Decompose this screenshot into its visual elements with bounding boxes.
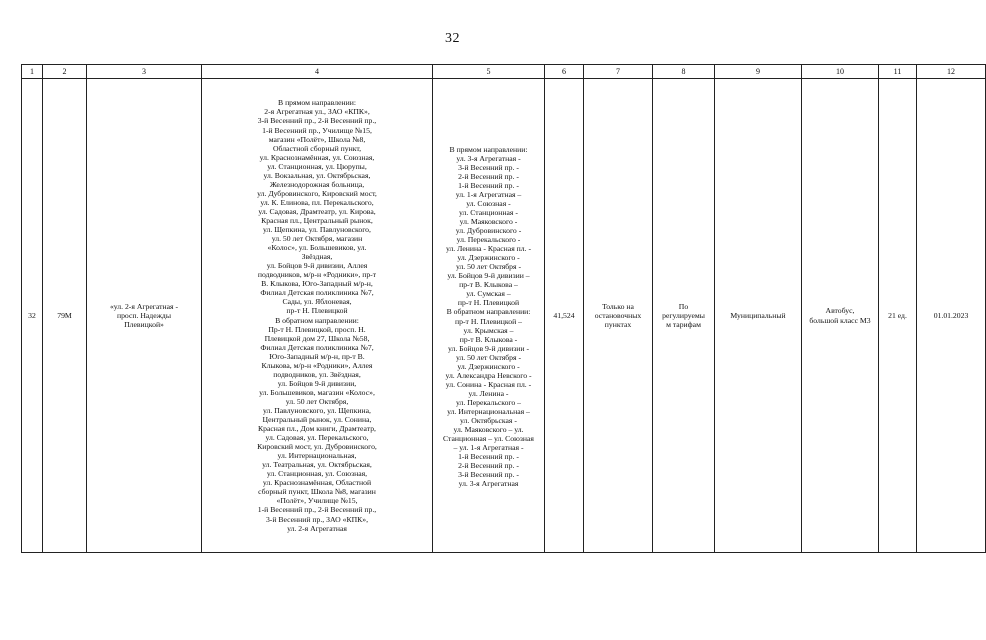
- text-line: ул. Щепкина, ул. Павлуновского,: [263, 225, 371, 235]
- text-line: ул. Дзержинского -: [457, 361, 520, 371]
- text-line: остановочных: [594, 310, 642, 320]
- text-line: Только на: [602, 301, 634, 311]
- text-line: ул. 50 лет Октября, магазин: [271, 234, 363, 244]
- text-line: Филиал Детская поликлиника №7,: [260, 288, 374, 298]
- text-line: ул. Бойцов 9-й дивизии -: [447, 343, 530, 353]
- column-header: 3: [87, 65, 202, 79]
- text-line: подводников, ул. Звёздная,: [273, 369, 361, 379]
- start-date-cell: 01.01.2023: [917, 79, 986, 553]
- text-line: Кировский мост, ул. Дубровинского,: [257, 442, 377, 452]
- text-line: регулируемы: [662, 310, 705, 320]
- text-line: В обратном направлении:: [275, 315, 359, 325]
- text-line: Филиал Детская поликлиника №7,: [260, 342, 374, 352]
- text-line: ул. Маяковского -: [459, 216, 518, 226]
- tariff-type: [654, 302, 713, 329]
- route-stops-list: [203, 98, 431, 532]
- text-line: ул. Садовая, ул. Перекальского,: [265, 433, 369, 443]
- vehicle-cell: [802, 79, 879, 553]
- text-line: м тарифам: [666, 320, 701, 330]
- text-line: ул. 50 лет Октября -: [455, 262, 522, 272]
- stop-order-cell: [584, 79, 653, 553]
- text-line: просп. Надежды: [116, 310, 172, 320]
- stop-order: [585, 302, 651, 329]
- text-line: Красная пл., Центральный рынок,: [261, 215, 373, 225]
- column-header: 5: [433, 65, 545, 79]
- vehicle-count-cell: 21 ед.: [879, 79, 917, 553]
- column-number-row: [22, 65, 986, 79]
- text-line: 1-й Весенний пр., Училище №15,: [262, 125, 372, 135]
- text-line: – ул. 1-я Агрегатная -: [453, 443, 524, 453]
- text-line: ул. К. Елинова, пл. Перекальского,: [260, 197, 374, 207]
- text-line: магазин «Полёт», Школа №8,: [268, 134, 366, 144]
- text-line: В прямом направлении:: [278, 98, 356, 108]
- text-line: пр-т Н. Плевицкой: [457, 298, 520, 308]
- vehicle-type: [803, 306, 877, 324]
- route-name: [88, 302, 200, 329]
- text-line: ул. Садовая, Драмтеатр, ул. Кирова,: [258, 206, 376, 216]
- text-line: 1-й Весенний пр. -: [458, 180, 519, 190]
- text-line: ул. Дубровинского, Кировский мост,: [257, 188, 377, 198]
- text-line: ул. Ленина - Красная пл. -: [445, 244, 532, 254]
- text-line: В прямом направлении:: [449, 144, 528, 154]
- text-line: Плевицкой»: [124, 320, 164, 330]
- text-line: ул. Вокзальная, ул. Октябрьская,: [263, 170, 371, 180]
- text-line: «Полёт», Училище №15,: [276, 496, 358, 506]
- text-line: По: [678, 301, 689, 311]
- text-line: ул. Александра Невского -: [445, 370, 532, 380]
- text-line: пр-т Н. Плевицкой: [286, 306, 348, 316]
- column-header: 11: [879, 65, 917, 79]
- text-line: ул. Сонина - Красная пл. -: [445, 379, 532, 389]
- text-line: ул. 50 лет Октября,: [285, 396, 349, 406]
- text-line: пр-т В. Клыкова –: [459, 280, 518, 290]
- column-header: 2: [43, 65, 87, 79]
- text-line: Красная пл., Дом книги, Драмтеатр,: [258, 424, 376, 434]
- text-line: В обратном направлении:: [446, 307, 531, 317]
- text-line: ул. Крымская –: [463, 325, 514, 335]
- column-header: 8: [653, 65, 715, 79]
- route-length-cell: 41,524: [545, 79, 584, 553]
- route-name-cell: [87, 79, 202, 553]
- text-line: Пр-т Н. Плевицкой, просп. Н.: [268, 324, 366, 334]
- text-line: ул. Интернациональная,: [277, 451, 357, 461]
- text-line: ул. Бойцов 9-й дивизии, Аллея: [266, 261, 368, 271]
- carrier-type-cell: Муниципальный: [715, 79, 802, 553]
- text-line: сборный пункт, Школа №8, магазин: [258, 487, 376, 497]
- text-line: ул. Краснознамённая, ул. Союзная,: [259, 152, 375, 162]
- text-line: ул. Станционная, ул. Союзная,: [266, 469, 368, 479]
- column-header: 12: [917, 65, 986, 79]
- text-line: ул. Павлуновского, ул. Щепкина,: [263, 405, 371, 415]
- column-header: 1: [22, 65, 43, 79]
- tariff-cell: [653, 79, 715, 553]
- route-registry-table: [21, 64, 986, 553]
- text-line: 3-й Весенний пр. -: [458, 162, 519, 172]
- text-line: большой класс М3: [809, 315, 871, 325]
- text-line: «Колос», ул. Большевиков, ул.: [267, 243, 367, 253]
- text-line: ул. Дзержинского -: [457, 253, 520, 263]
- text-line: Станционная – ул. Союзная: [443, 434, 534, 444]
- text-line: 3-й Весенний пр. -: [458, 470, 519, 480]
- text-line: ул. 2-я Агрегатная: [287, 523, 347, 533]
- text-line: пр-т В. Клыкова -: [459, 334, 518, 344]
- text-line: ул. Интернациональная –: [447, 406, 530, 416]
- route-streets-list: [434, 143, 543, 489]
- text-line: 3-й Весенний пр., 2-й Весенний пр.,: [257, 116, 377, 126]
- table-row: [22, 79, 986, 553]
- text-line: 2-й Весенний пр. -: [458, 171, 519, 181]
- text-line: Центральный рынок, ул. Сонина,: [262, 415, 372, 425]
- text-line: ул. Маяковского – ул.: [453, 425, 524, 435]
- text-line: ул. Октябрьская -: [460, 416, 517, 426]
- text-line: ул. Союзная -: [466, 198, 511, 208]
- text-line: 1-й Весенний пр. -: [458, 452, 519, 462]
- text-line: 3-й Весенний пр., ЗАО «КПК»,: [265, 514, 369, 524]
- column-header: 7: [584, 65, 653, 79]
- text-line: ул. Театральная, ул. Октябрьская,: [262, 460, 372, 470]
- text-line: Областной сборный пункт,: [272, 143, 362, 153]
- text-line: Автобус,: [825, 306, 855, 316]
- text-line: ул. 3-я Агрегатная -: [456, 153, 521, 163]
- text-line: 2-я Агрегатная ул., ЗАО «КПК»,: [264, 107, 370, 117]
- column-header: 4: [202, 65, 433, 79]
- text-line: ул. 1-я Агрегатная –: [455, 189, 522, 199]
- page-number: 32: [445, 31, 460, 46]
- text-line: пунктах: [604, 320, 632, 330]
- text-line: 1-й Весенний пр., 2-й Весенний пр.,: [257, 505, 377, 515]
- column-header: 9: [715, 65, 802, 79]
- text-line: ул. Бойцов 9-й дивизии,: [277, 378, 357, 388]
- text-line: Звёздная,: [301, 252, 333, 262]
- route-streets-cell: [433, 79, 545, 553]
- text-line: ул. Большевиков, магазин «Колос»,: [259, 387, 375, 397]
- text-line: Юго-Западный м/р-н, пр-т В.: [269, 351, 365, 361]
- column-header: 6: [545, 65, 584, 79]
- text-line: ул. Сумская –: [466, 289, 511, 299]
- text-line: 2-й Весенний пр. -: [458, 461, 519, 471]
- text-line: ул. Перекальского -: [456, 235, 521, 245]
- text-line: ул. Краснознамённая, Областной: [262, 478, 372, 488]
- text-line: ул. 50 лет Октября -: [455, 352, 522, 362]
- text-line: ул. Станционная, ул. Цюрупы,: [267, 161, 367, 171]
- text-line: Сады, ул. Яблоневая,: [282, 297, 352, 307]
- text-line: В. Клыкова, Юго-Западный м/р-н,: [261, 279, 373, 289]
- text-line: пр-т Н. Плевицкой –: [455, 316, 522, 326]
- text-line: ул. Дубровинского -: [455, 226, 522, 236]
- column-header: 10: [802, 65, 879, 79]
- text-line: ул. Станционная -: [459, 207, 518, 217]
- text-line: ул. Бойцов 9-й дивизии –: [447, 271, 530, 281]
- route-number-cell: 79М: [43, 79, 87, 553]
- text-line: подводников, м/р-н «Родники», пр-т: [257, 270, 377, 280]
- text-line: ул. Ленина -: [468, 388, 509, 398]
- text-line: Клыкова, м/р-н «Родники», Аллея: [261, 360, 373, 370]
- text-line: ул. 3-я Агрегатная: [458, 479, 519, 489]
- text-line: Плевицкой дом 27, Школа №58,: [264, 333, 370, 343]
- text-line: ул. Перекальского –: [455, 397, 521, 407]
- text-line: «ул. 2-я Агрегатная -: [109, 301, 179, 311]
- route-reg-number-cell: 32: [22, 79, 43, 553]
- text-line: Железнодорожная больница,: [269, 179, 365, 189]
- route-stops-cell: [202, 79, 433, 553]
